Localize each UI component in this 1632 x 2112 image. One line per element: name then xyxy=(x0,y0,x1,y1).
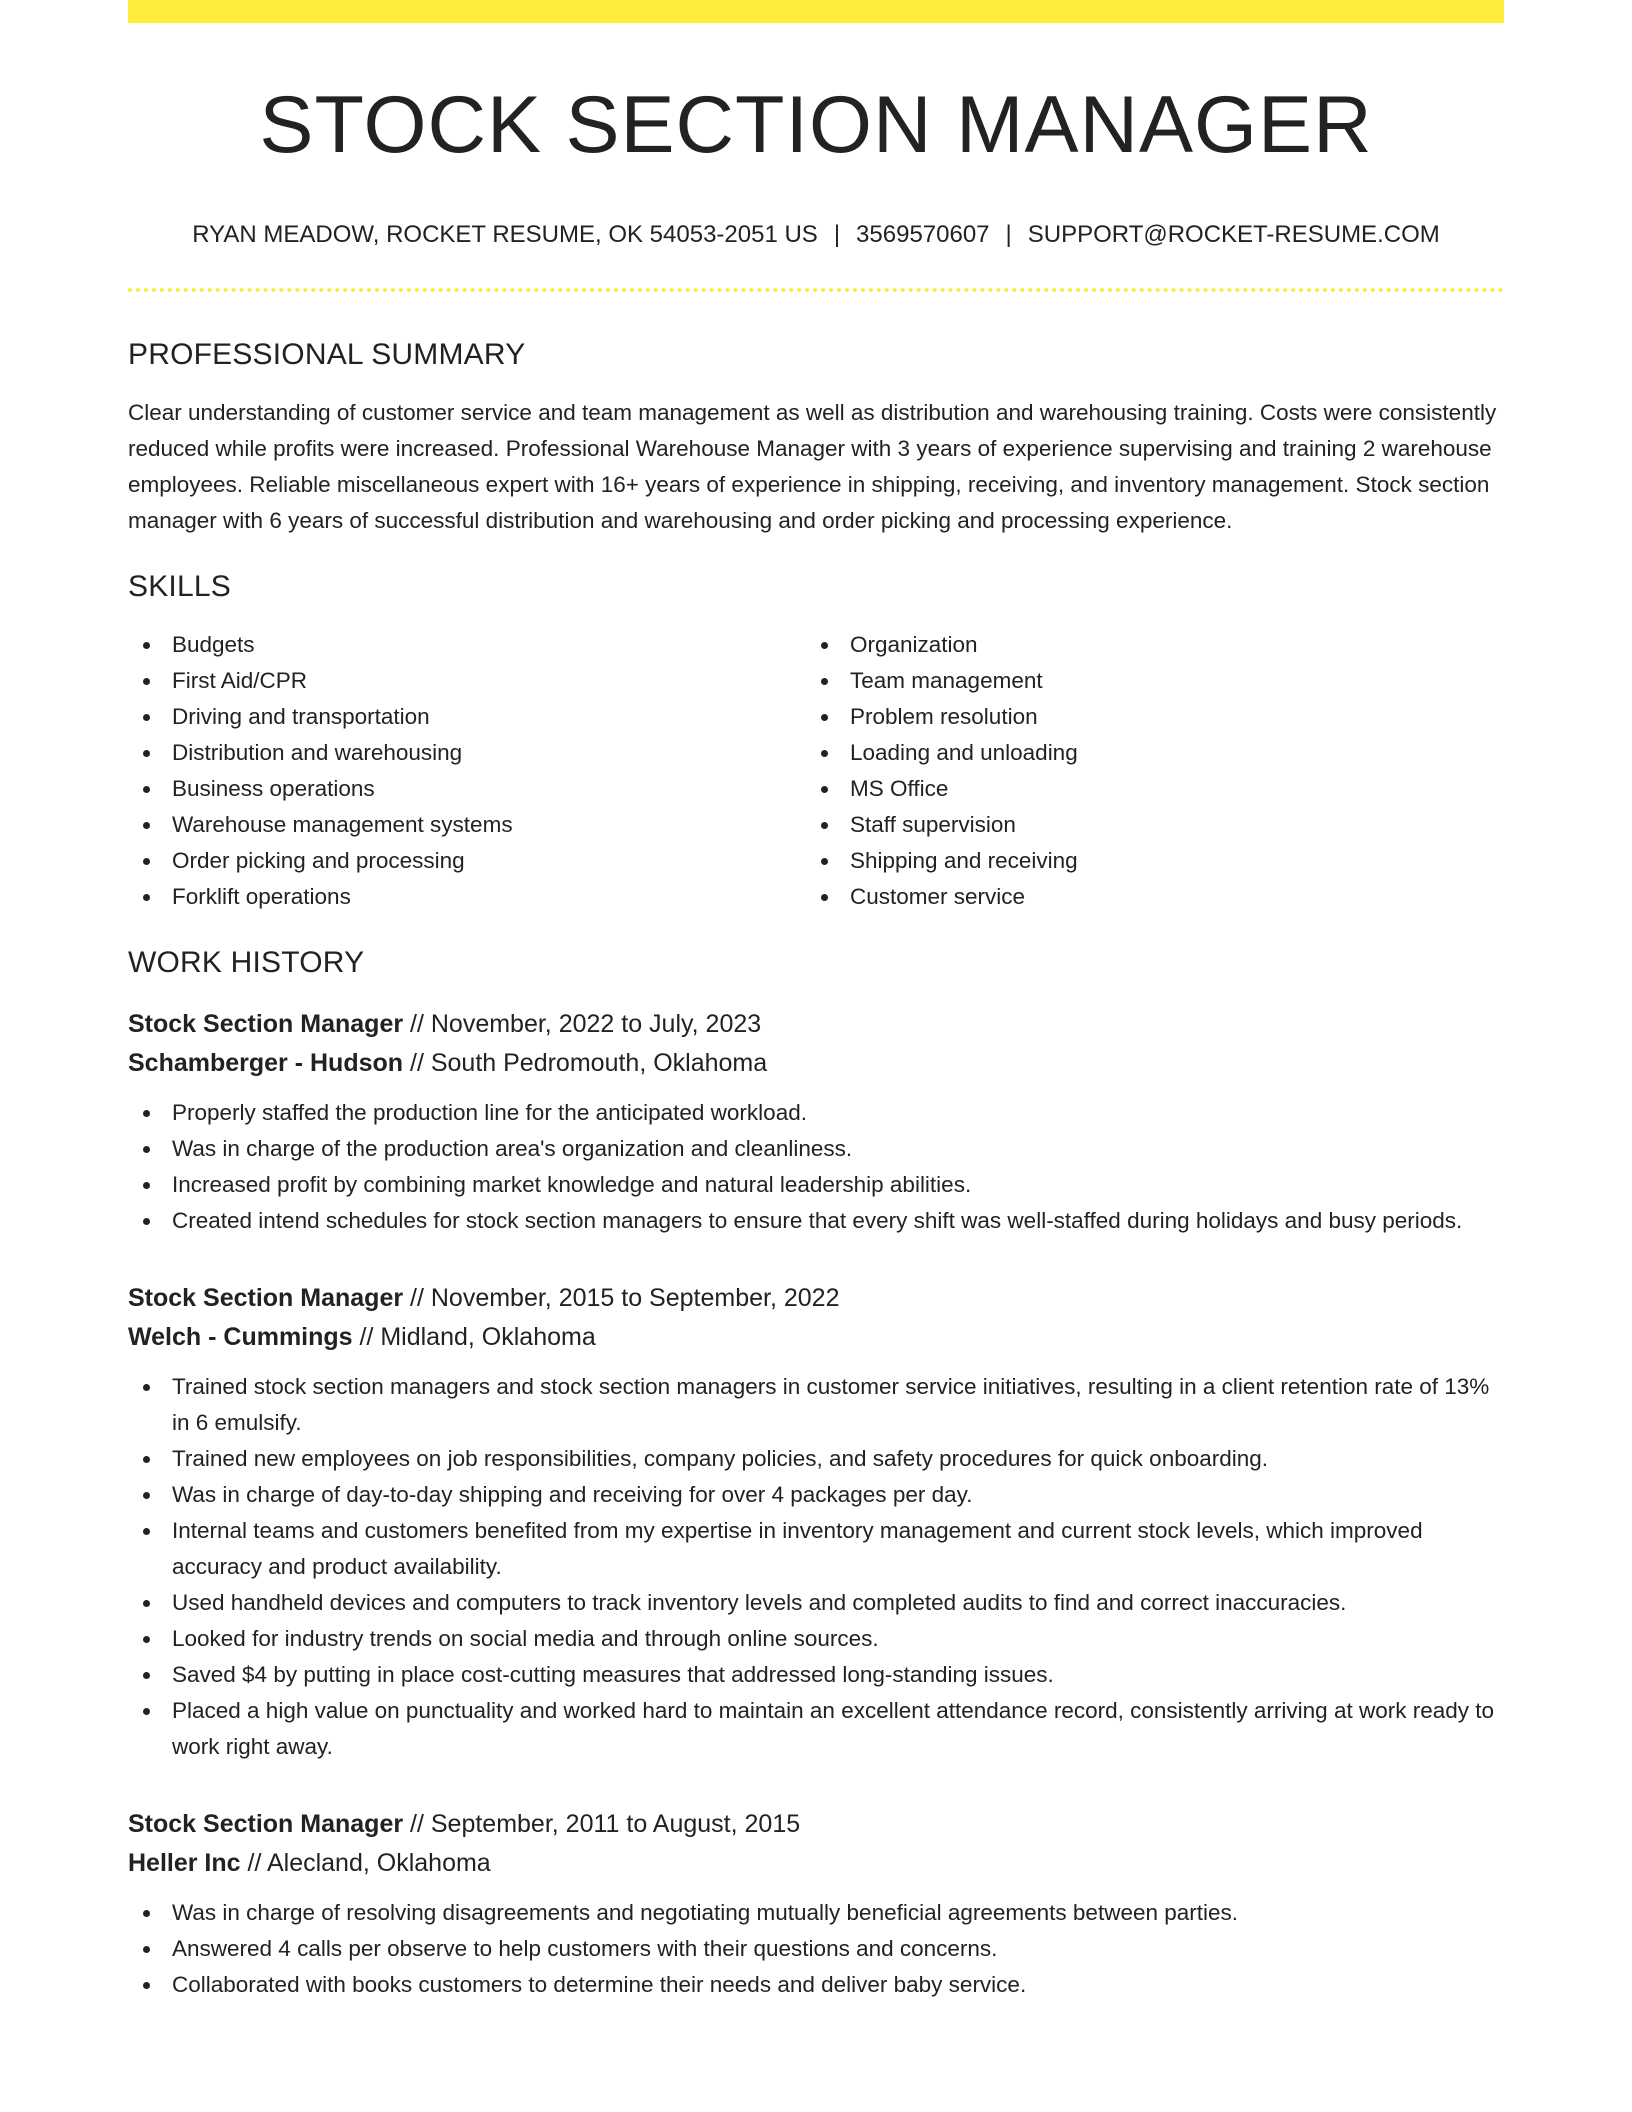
contact-address: RYAN MEADOW, ROCKET RESUME, OK 54053-2051 US xyxy=(192,221,818,249)
job-location: // Midland, Oklahoma xyxy=(352,1322,596,1351)
job-dates: // September, 2011 to August, 2015 xyxy=(403,1809,801,1838)
job-duty: Was in charge of the production area's organization and cleanliness. xyxy=(128,1131,1504,1167)
job-duty: Created intend schedules for stock section managers to ensure that every shift was well-staffed during holidays and busy periods. xyxy=(128,1203,1504,1239)
job-company: Welch - Cummings xyxy=(128,1322,353,1351)
job-company-line xyxy=(128,1044,1504,1083)
accent-bar xyxy=(128,0,1504,23)
job-duty: Looked for industry trends on social media and through online sources. xyxy=(128,1621,1504,1657)
skills-list xyxy=(128,627,1504,915)
job-role-line xyxy=(128,1805,1504,1844)
skill-item: Problem resolution xyxy=(806,699,1484,735)
job-company: Heller Inc xyxy=(128,1848,241,1877)
skill-item: MS Office xyxy=(806,771,1484,807)
job-role: Stock Section Manager xyxy=(128,1009,404,1038)
contact-separator: | xyxy=(833,221,841,249)
job-location: // South Pedromouth, Oklahoma xyxy=(403,1048,768,1077)
skill-item: Organization xyxy=(806,627,1484,663)
job-duty: Saved $4 by putting in place cost-cutting measures that addressed long-standing issues. xyxy=(128,1657,1504,1693)
summary-heading: PROFESSIONAL SUMMARY xyxy=(128,337,526,371)
job-location: // Alecland, Oklahoma xyxy=(240,1848,491,1877)
job-duties xyxy=(128,1895,1504,2003)
skill-item: Order picking and processing xyxy=(128,843,806,879)
job-duty: Was in charge of resolving disagreements and negotiating mutually beneficial agreements between parties. xyxy=(128,1895,1504,1931)
job-duty: Was in charge of day-to-day shipping and receiving for over 4 packages per day. xyxy=(128,1477,1504,1513)
skill-item: First Aid/CPR xyxy=(128,663,806,699)
skill-item: Staff supervision xyxy=(806,807,1484,843)
skill-item: Distribution and warehousing xyxy=(128,735,806,771)
contact-phone: 3569570607 xyxy=(856,221,990,249)
job-role: Stock Section Manager xyxy=(128,1283,404,1312)
skill-item: Shipping and receiving xyxy=(806,843,1484,879)
job-entry xyxy=(128,1805,1504,2003)
job-duty: Answered 4 calls per observe to help customers with their questions and concerns. xyxy=(128,1931,1504,1967)
dotted-divider xyxy=(128,288,1504,292)
job-dates: // November, 2022 to July, 2023 xyxy=(403,1009,762,1038)
resume-page xyxy=(128,0,1504,2112)
job-dates: // November, 2015 to September, 2022 xyxy=(403,1283,840,1312)
skill-item: Loading and unloading xyxy=(806,735,1484,771)
job-entry xyxy=(128,1279,1504,1765)
job-duties xyxy=(128,1369,1504,1765)
skill-item: Driving and transportation xyxy=(128,699,806,735)
skill-item: Forklift operations xyxy=(128,879,806,915)
job-duty: Trained stock section managers and stock section managers in customer service initiatives, resulting in a client retention rate of 13% in 6 emulsify. xyxy=(128,1369,1504,1441)
job-company-line xyxy=(128,1318,1504,1357)
job-duty: Collaborated with books customers to determine their needs and deliver baby service. xyxy=(128,1967,1504,2003)
skill-item: Business operations xyxy=(128,771,806,807)
skill-item: Customer service xyxy=(806,879,1484,915)
job-role-line xyxy=(128,1279,1504,1318)
job-company-line xyxy=(128,1844,1504,1883)
contact-email: SUPPORT@ROCKET-RESUME.COM xyxy=(1027,221,1440,249)
job-company: Schamberger - Hudson xyxy=(128,1048,404,1077)
skill-item: Warehouse management systems xyxy=(128,807,806,843)
job-role-line xyxy=(128,1005,1504,1044)
work-history-heading: WORK HISTORY xyxy=(128,945,365,979)
job-role: Stock Section Manager xyxy=(128,1809,404,1838)
skills-column-left xyxy=(128,627,806,915)
contact-separator: | xyxy=(1005,221,1012,249)
summary-text: Clear understanding of customer service and team management as well as distribution and warehousing training. Costs were consistently reduced while profits were increased. Professional Warehouse Manager with 3 years of experience supervising and training 2 warehouse employees. Reliable miscellaneous expert with 16+ years of experience in shipping, receiving, and inventory management. Stock section manager with 6 years of successful distribution and warehousing and order picking and processing experience. xyxy=(128,399,1497,533)
skills-heading: SKILLS xyxy=(128,569,231,603)
skill-item: Team management xyxy=(806,663,1484,699)
contact-line xyxy=(128,221,1504,250)
job-duty: Placed a high value on punctuality and worked hard to maintain an excellent attendance record, consistently arriving at work ready to work right away. xyxy=(128,1693,1504,1765)
job-duties xyxy=(128,1095,1504,1239)
job-duty: Properly staffed the production line for the anticipated workload. xyxy=(128,1095,1504,1131)
resume-title: STOCK SECTION MANAGER xyxy=(259,80,1373,170)
job-duty: Used handheld devices and computers to track inventory levels and completed audits to find and correct inaccuracies. xyxy=(128,1585,1504,1621)
job-duty: Increased profit by combining market knowledge and natural leadership abilities. xyxy=(128,1167,1504,1203)
job-duty: Trained new employees on job responsibilities, company policies, and safety procedures for quick onboarding. xyxy=(128,1441,1504,1477)
job-entry xyxy=(128,1005,1504,1239)
job-duty: Internal teams and customers benefited from my expertise in inventory management and current stock levels, which improved accuracy and product availability. xyxy=(128,1513,1504,1585)
skill-item: Budgets xyxy=(128,627,806,663)
skills-column-right xyxy=(806,627,1484,915)
